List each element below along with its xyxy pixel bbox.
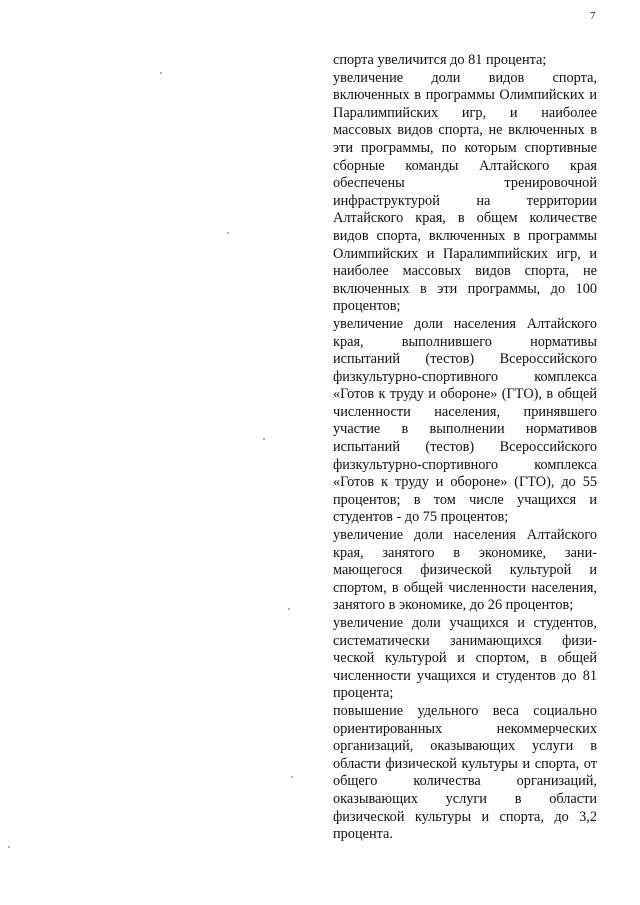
scan-speck [288, 608, 290, 610]
scan-speck [8, 846, 10, 848]
scan-speck [263, 438, 265, 440]
scan-speck [160, 72, 162, 74]
paragraph-nonprofit-organizations: повышение удельного веса социально ориентированных некоммерческих организаций, оказывающих услуги в области физической культуры и спорта, от общего количества организаций, оказывающих услуги в области физической культуры и спорта, до 3,2 процента. [333, 702, 597, 843]
page-number: 7 [590, 10, 596, 22]
paragraph-olympic-sports-infrastructure: увеличение доли видов спорта, включенных в программы Олимпийских и Паралимпийских игр, и наиболее массовых видов спорта, не включенных в эти программы, по которым спортивные сборные команды Алтайского края обеспечены тренировочной инфраструктурой на территории Алтайского края, в общем количестве видов спорта, включенных в программы Олимпийских и Паралимпийских игр, и наиболее массовых видов спорта, не включенных в эти программы, до 100 процентов; [333, 69, 597, 315]
scan-speck [291, 776, 293, 778]
scan-speck [227, 232, 229, 234]
paragraph-students: увеличение доли учащихся и студентов, систематически занимающихся физической культурой и спортом, в общей численности учащихся и студентов до 81 процента; [333, 615, 597, 702]
paragraph-gto-norms: увеличение доли населения Алтайского края, выполнившего нормативы испытаний (тестов) Всероссийского физкультурно-спортивного комплекса «Готов к труду и обороне» (ГТО), в общей численности населения, принявшего участие в выполнении нормативов испытаний (тестов) Всероссийского физкультурно-спортивного комплекса «Готов к труду и обороне» (ГТО), до 55 процентов; в том числе учащихся и студентов - до 75 процентов; [333, 315, 597, 526]
paragraph-employed-population: увеличение доли населения Алтайского края, занятого в экономике, занимающегося физической культурой и спортом, в общей численности населения, занятого в экономике, до 26 процентов; [333, 527, 597, 614]
paragraph-sport-percentage: спорта увеличится до 81 процента; [333, 52, 547, 68]
document-body [333, 52, 597, 844]
